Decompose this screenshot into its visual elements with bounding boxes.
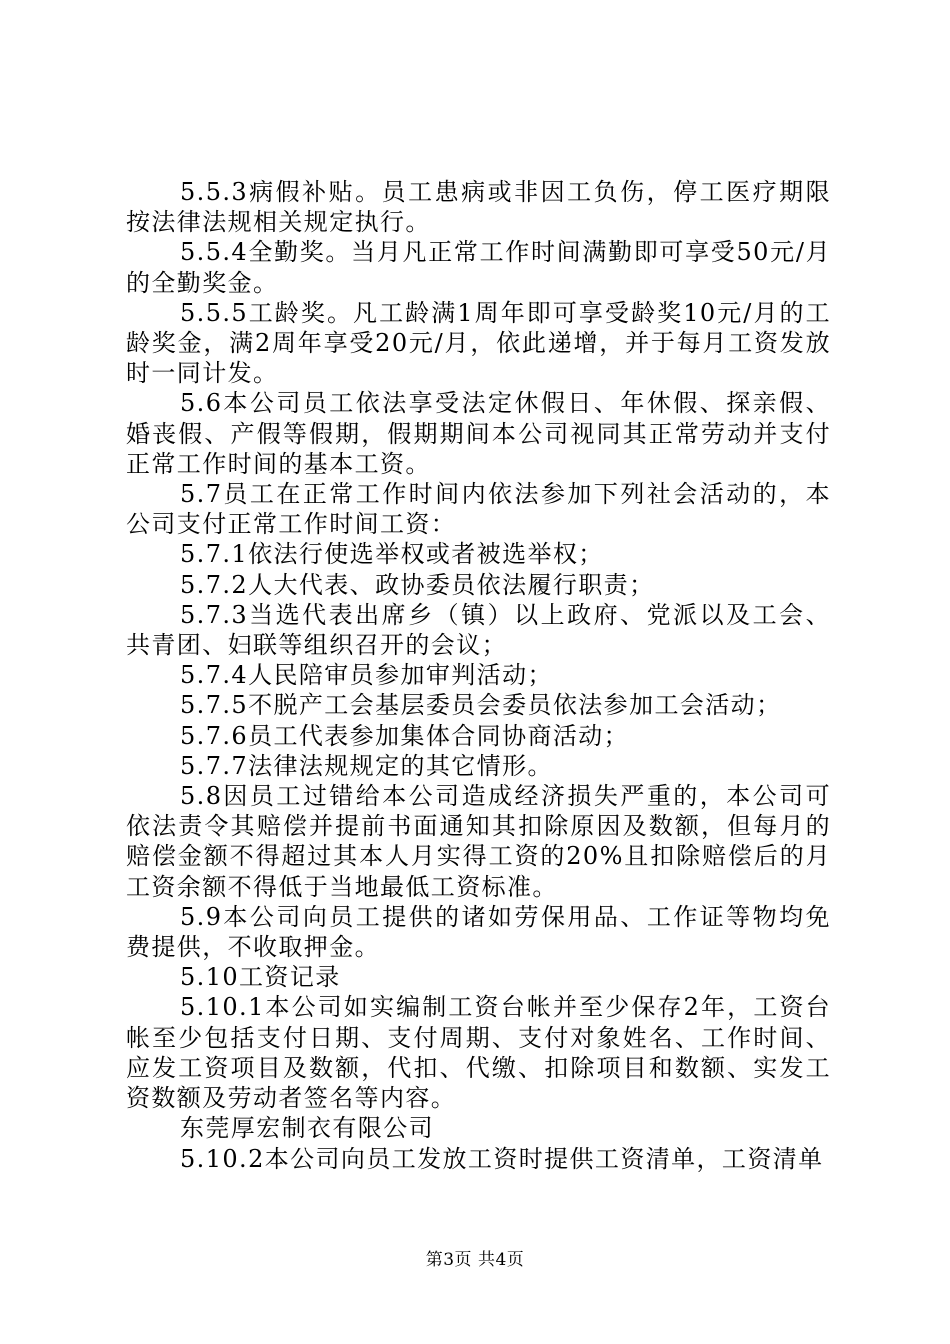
paragraph: 5.7.6员工代表参加集体合同协商活动； — [180, 721, 630, 750]
paragraph: 5.5.4全勤奖。当月凡正常工作时间满勤即可享受50元/月的全勤奖金。 — [126, 238, 831, 297]
paragraph: 5.5.3病假补贴。员工患病或非因工负伤，停工医疗期限按法律法规相关规定执行。 — [126, 178, 831, 237]
paragraph: 5.7.3当选代表出席乡（镇）以上政府、党派以及工会、共青团、妇联等组织召开的会议； — [126, 600, 831, 660]
paragraph: 5.7.7法律法规规定的其它情形。 — [180, 751, 553, 780]
paragraph: 5.7员工在正常工作时间内依法参加下列社会活动的，本公司支付正常工作时间工资： — [126, 480, 831, 539]
paragraph: 5.7.2人大代表、政协委员依法履行职责； — [180, 570, 655, 599]
paragraph: 5.10工资记录 — [180, 963, 341, 992]
page-footer: 第3页 共4页 — [425, 1250, 525, 1270]
paragraph: 5.7.5不脱产工会基层委员会委员依法参加工会活动； — [180, 691, 782, 720]
paragraph: 5.7.4人民陪审员参加审判活动； — [180, 661, 553, 690]
paragraph: 5.9本公司向员工提供的诸如劳保用品、工作证等物均免费提供，不收取押金。 — [126, 902, 831, 962]
document-body — [126, 177, 831, 1174]
paragraph: 5.5.5工龄奖。凡工龄满1周年即可享受龄奖10元/月的工龄奖金，满2周年享受20元/月，依此递增，并于每月工资发放时一同计发。 — [126, 298, 831, 388]
paragraph: 5.7.1依法行使选举权或者被选举权； — [180, 540, 604, 569]
paragraph: 5.10.2本公司向员工发放工资时提供工资清单，工资清单 — [180, 1144, 824, 1173]
paragraph: 5.10.1本公司如实编制工资台帐并至少保存2年，工资台帐至少包括支付日期、支付周期、支付对象姓名、工作时间、应发工资项目及数额，代扣、代缴、扣除项目和数额、实发工资数额及劳动者签名等内容。 — [126, 993, 831, 1113]
paragraph: 5.6本公司员工依法享受法定休假日、年休假、探亲假、婚丧假、产假等假期，假期期间本公司视同其正常劳动并支付正常工作时间的基本工资。 — [126, 389, 831, 478]
paragraph: 5.8因员工过错给本公司造成经济损失严重的，本公司可依法责令其赔偿并提前书面通知其扣除原因及数额，但每月的赔偿金额不得超过其本人月实得工资的20%且扣除赔偿后的月工资余额不得低于当地最低工资标准。 — [126, 782, 831, 901]
company-name: 东莞厚宏制衣有限公司 — [180, 1114, 434, 1143]
